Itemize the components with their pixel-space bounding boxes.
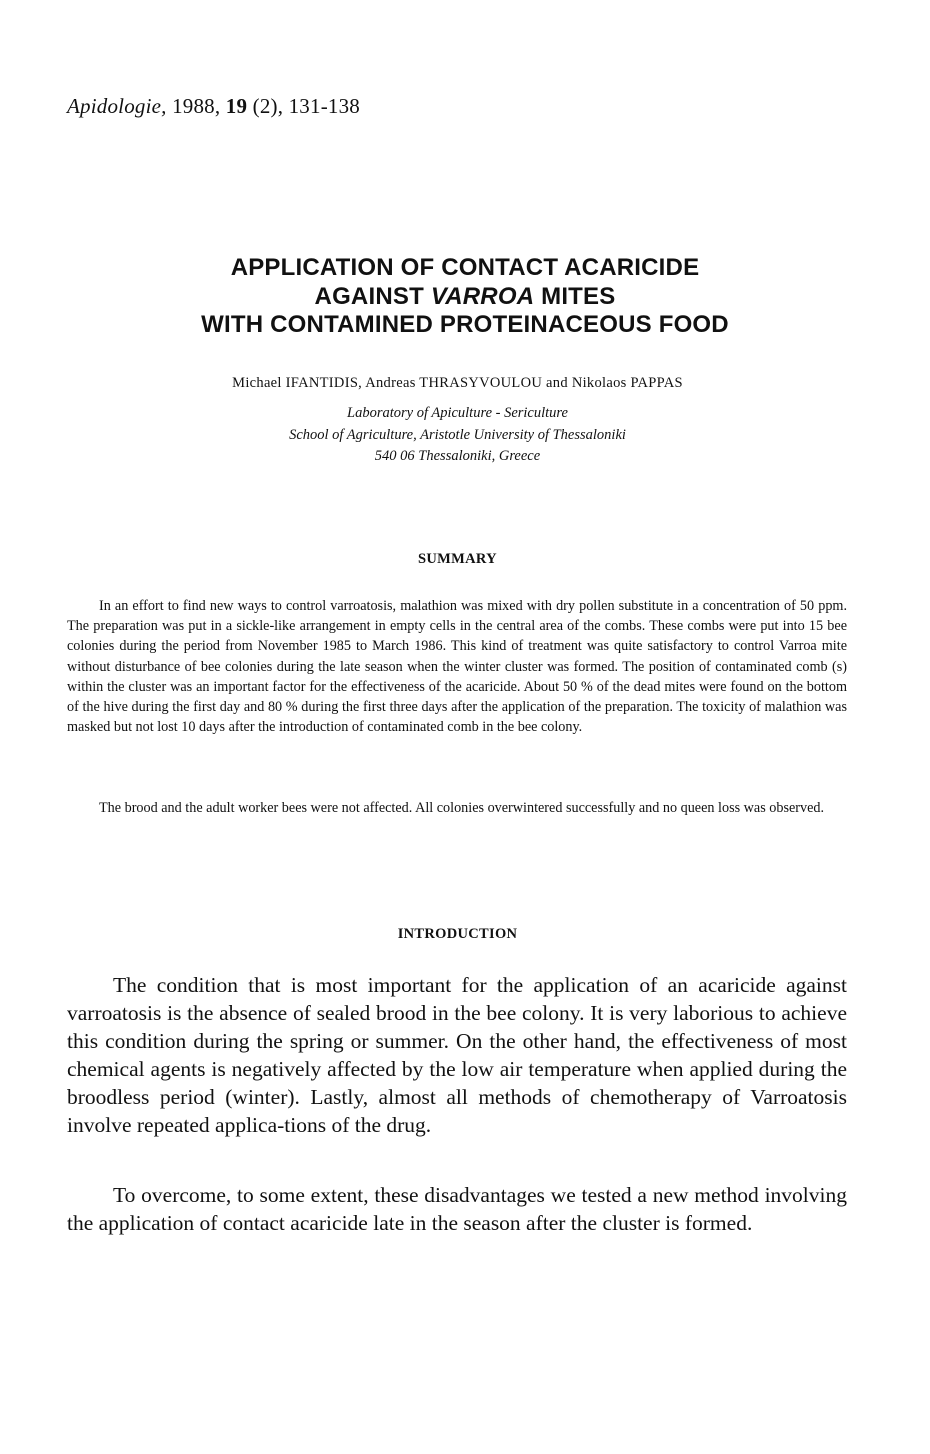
affiliation-line-1: Laboratory of Apiculture - Sericulture [347,405,568,421]
affiliation-line-3: 540 06 Thessaloniki, Greece [374,448,541,464]
citation-issue-pages: (2), 131-138 [252,94,361,118]
summary-paragraph-2: The brood and the adult worker bees were not affected. All colonies overwintered successfully and no queen loss was observed. [99,800,825,816]
citation-year: 1988, [172,94,221,118]
author-list: Michael IFANTIDIS, Andreas THRASYVOULOU and Nikolaos PAPPAS [232,375,683,391]
title-italic-term: VARROA [430,282,535,310]
journal-name: Apidologie, [67,94,167,118]
title-line-2 [0,283,930,312]
introduction-paragraph-2: To overcome, to some extent, these disadvantages we tested a new method involving the application of contact acaricide late in the season after the cluster is formed. [67,1183,847,1235]
introduction-paragraph-1: The condition that is most important for the application of an acaricide against varroatosis is the absence of sealed brood in the bee colony. It is very laborious to achieve this condition during the spring or summer. On the other hand, the effectiveness of most chemical agents is negatively affected by the low air temperature when applied during the broodless period (winter). Lastly, almost all methods of chemotherapy of Varroatosis involve repeated applica-tions of the drug. [67,973,847,1137]
citation-volume: 19 [225,94,248,118]
title-line-2-post: MITES [541,282,616,310]
summary-paragraph-1: In an effort to find new ways to control varroatosis, malathion was mixed with dry pollen substitute in a concentration of 50 ppm. The preparation was put in a sickle-like arrangement in empty cells in the central area of the combs. These combs were put into 15 bee colonies during the period from November 1985 to March 1986. This kind of treatment was quite satisfactory to control Varroa mite without disturbance of bee colonies during the late season when the winter cluster was formed. The position of contaminated comb (s) within the cluster was an important factor for the effectiveness of the acaricide. About 50 % of the dead mites were found on the bottom of the hive during the first day and 80 % during the first three days after the application of the preparation. The toxicity of malathion was masked but not lost 10 days after the introduction of contaminated comb in the bee colony. [67,598,847,736]
affiliation [0,403,915,468]
paper-title [0,254,930,340]
journal-citation [67,94,360,119]
introduction-heading: INTRODUCTION [397,926,518,942]
affiliation-line-2: School of Agriculture, Aristotle University of Thessaloniki [289,426,626,443]
title-line-2-pre: AGAINST [314,282,424,310]
title-line-3: WITH CONTAMINED PROTEINACEOUS FOOD [201,311,729,338]
title-line-1: APPLICATION OF CONTACT ACARICIDE [230,254,700,281]
summary-heading: SUMMARY [418,551,497,567]
